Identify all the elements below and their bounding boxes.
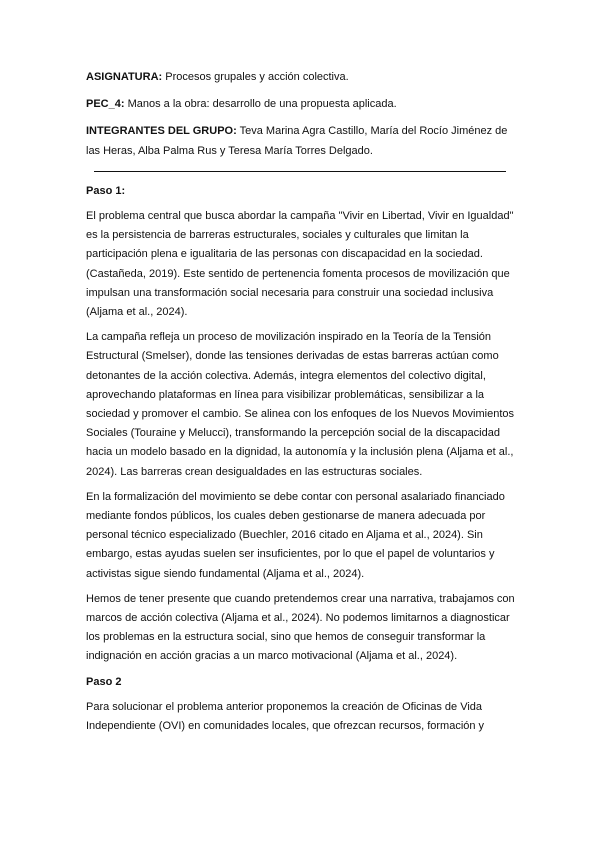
subject-value: Procesos grupales y acción colectiva. [165,71,349,83]
step1-paragraph: En la formalización del movimiento se debe contar con personal asalariado financiado mediante fondos públicos, los cuales deben gestionarse de manera adecuada por personal técnico especializado (Buechler, 2016 citado en Aljama et al., 2024). Sin embargo, estas ayudas suelen ser insuficientes, por lo que el papel de voluntarios y activistas sigue siendo fundamental (Aljama et al., 2024). [86,490,505,580]
subject-line [86,68,516,87]
document-page [86,68,516,742]
members-value: Teva Marina Agra Castillo, María del Rocío Jiménez de las Heras, Alba Palma Rus y Teresa María Torres Delgado. [86,125,508,157]
pec-line [86,95,516,114]
step1-heading: Paso 1: [86,184,126,197]
step1-paragraph: El problema central que busca abordar la campaña "Vivir en Libertad, Vivir en Igualdad" es la persistencia de barreras estructurales, sociales y culturales que limitan la participación plena e igualitaria de las personas con discapacidad en la sociedad. (Castañeda, 2019). Este sentido de pertenencia fomenta procesos de movilización que impulsan una transformación social necesaria para construir una sociedad inclusiva (Aljama et al., 2024). [86,210,514,319]
pec-label: PEC_4: [86,98,125,111]
members-line [86,122,516,160]
members-label: INTEGRANTES DEL GRUPO: [86,125,237,138]
step1-paragraph: La campaña refleja un proceso de movilización inspirado en la Teoría de la Tensión Estructural (Smelser), donde las tensiones derivadas de estas barreras actúan como detonantes de la acción colectiva. Además, integra elementos del colectivo digital, aprovechando plataformas en línea para visibilizar problemáticas, sensibilizar a la sociedad y promover el cambio. Se alinea con los enfoques de los Nuevos Movimientos Sociales (Touraine y Melucci), transformando la percepción social de la discapacidad hacia un modelo basado en la dignidad, la autonomía y la inclusión plena (Aljama et al., 2024). Las barreras crean desigualdades en las estructuras sociales. [86,331,515,478]
horizontal-divider [94,171,506,172]
pec-value: Manos a la obra: desarrollo de una propuesta aplicada. [127,98,397,111]
subject-label: ASIGNATURA: [86,71,163,83]
step2-paragraph: Para solucionar el problema anterior proponemos la creación de Oficinas de Vida Independiente (OVI) en comunidades locales, que ofrezcan recursos, formación y [86,700,485,733]
step2-heading: Paso 2 [86,675,122,688]
step1-paragraph: Hemos de tener presente que cuando pretendemos crear una narrativa, trabajamos con marcos de acción colectiva (Aljama et al., 2024). No podemos limitarnos a diagnosticar los problemas en la estructura social, sino que hemos de conseguir transformar la indignación en acción gracias a un marco motivacional (Aljama et al., 2024). [86,592,515,663]
